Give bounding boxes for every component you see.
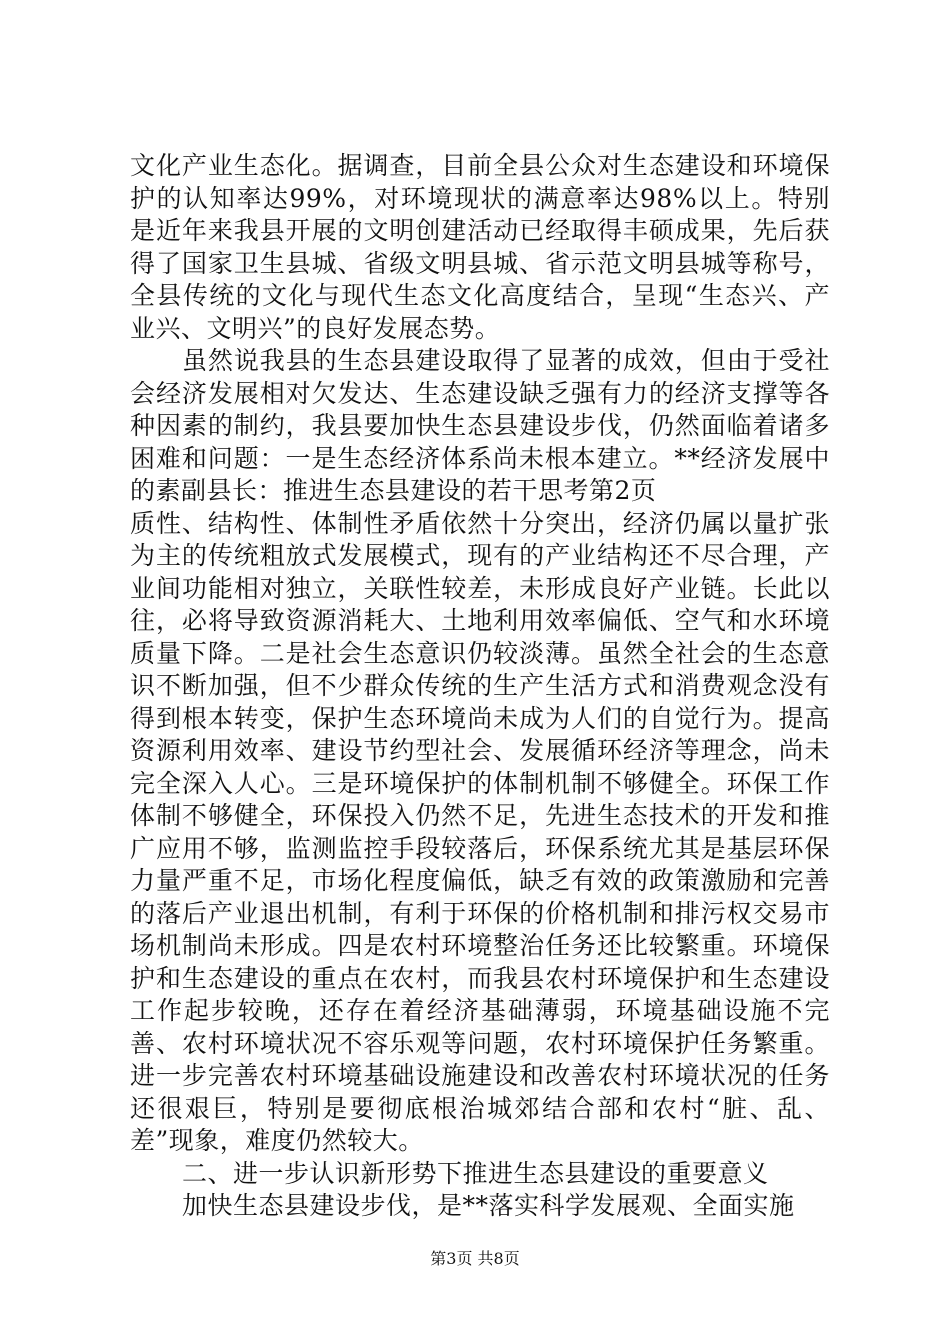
page-footer: 第3页 共8页 <box>430 1249 520 1268</box>
section-heading: 二、进一步认识新形势下推进生态县建设的重要意义 <box>182 1158 769 1188</box>
paragraph-significance: 加快生态县建设步伐，是**落实科学发展观、全面实施 <box>182 1191 795 1220</box>
paragraph-continuation: 文化产业生态化。据调查，目前全县公众对生态建设和环境保护的认知率达99%，对环境现状的满意率达98%以上。特别是近年来我县开展的文明创建活动已经取得丰硕成果，先后获得了国家卫生县城、省级文明县城、省示范文明县城等称号，全县传统的文化与现代生态文化高度结合，呈现“生态兴、产业兴、文明兴”的良好发展态势。 <box>130 151 830 343</box>
paragraph-problems: 质性、结构性、体制性矛盾依然十分突出，经济仍属以量扩张为主的传统粗放式发展模式，现有的产业结构还不尽合理，产业间功能相对独立，关联性较差，未形成良好产业链。长此以往，必将导致资源消耗大、土地利用效率偏低、空气和水环境质量下降。二是社会生态意识仍较淡薄。虽然全社会的生态意识不断加强，但不少群众传统的生产生活方式和消费观念没有得到根本转变，保护生态环境尚未成为人们的自觉行为。提高资源利用效率、建设节约型社会、发展循环经济等理念，尚未完全深入人心。三是环境保护的体制机制不够健全。环保工作体制不够健全，环保投入仍然不足，先进生态技术的开发和推广应用不够，监测监控手段较落后，环保系统尤其是基层环保力量严重不足，市场化程度偏低，缺乏有效的政策激励和完善的落后产业退出机制，有利于环保的价格机制和排污权交易市场机制尚未形成。四是农村环境整治任务还比较繁重。环境保护和生态建设的重点在农村，而我县农村环境保护和生态建设工作起步较晚，还存在着经济基础薄弱，环境基础设施不完善、农村环境状况不容乐观等问题，农村环境保护任务繁重。进一步完善农村环境基础设施建设和改善农村环境状况的任务还很艰巨，特别是要彻底根治城郊结合部和农村“脏、乱、差”现象，难度仍然较大。 <box>130 508 830 1155</box>
document-body <box>130 150 830 1223</box>
paragraph-difficulties-intro: 虽然说我县的生态县建设取得了显著的成效，但由于受社会经济发展相对欠发达、生态建设缺乏强有力的经济支撑等各种因素的制约，我县要加快生态县建设步伐，仍然面临着诸多困难和问题：一是生态经济体系尚未根本建立。**经济发展中的素副县长：推进生态县建设的若干思考第2页 <box>130 346 830 505</box>
